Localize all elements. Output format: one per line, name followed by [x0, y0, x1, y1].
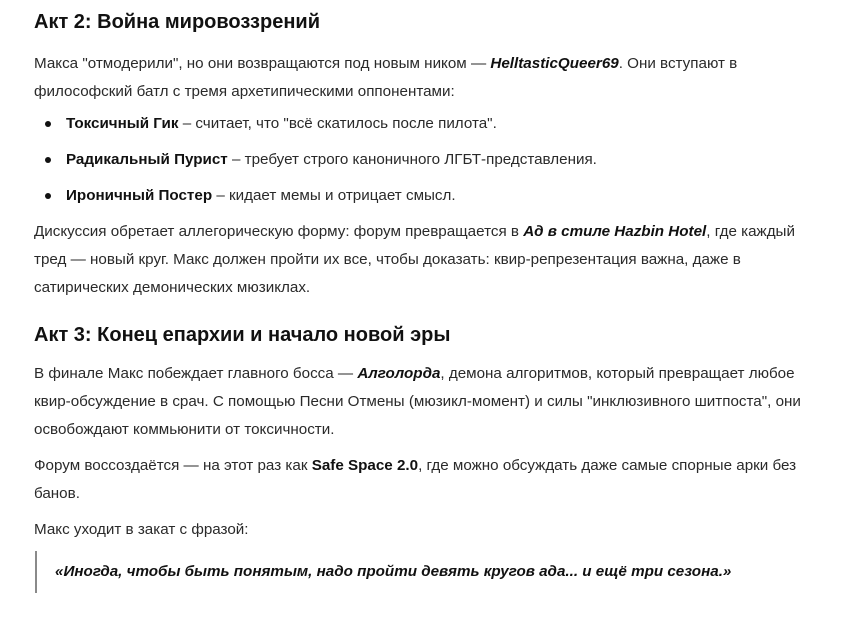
opponent-desc: – считает, что "всё скатилось после пилота". [178, 115, 497, 132]
opponent-name: Ироничный Постер [66, 187, 213, 204]
act2-discussion-paragraph [34, 218, 826, 302]
list-item [66, 146, 826, 174]
bullet-icon [45, 193, 51, 199]
act3-sunset-paragraph: Макс уходит в закат с фразой: [34, 521, 249, 538]
act3-forum-paragraph [34, 452, 826, 508]
blockquote [35, 551, 826, 593]
quote-text: «Иногда, чтобы быть понятым, надо пройти девять кругов ада... и ещё три сезона.» [55, 563, 732, 580]
act2-intro-paragraph [34, 50, 826, 106]
bullet-icon [45, 157, 51, 163]
finale-text: В финале Макс побеждает главного босса — [34, 365, 358, 382]
opponents-list [34, 110, 826, 210]
discussion-text: Дискуссия обретает аллегорическую форму: форум превращается в [34, 223, 524, 240]
opponent-desc: – требует строго каноничного ЛГБТ-представления. [227, 151, 597, 168]
list-item [66, 110, 826, 138]
forum-text-end: , где можно обсуждать даже самые спорные арки без банов. [34, 457, 797, 502]
act3-heading: Акт 3: Конец епархии и начало новой эры [34, 324, 451, 346]
forum-text: Форум воссоздаётся — на этот раз как [34, 457, 312, 474]
opponent-name: Радикальный Пурист [66, 151, 228, 168]
bullet-icon [45, 121, 51, 127]
discussion-text-end: , где каждый тред — новый круг. Макс должен пройти их все, чтобы доказать: квир-репрезентация важна, даже в сатирических демонических мюзиклах. [34, 223, 795, 296]
act2-intro-text-end: . Они вступают в философский батл с тремя архетипическими оппонентами: [34, 55, 738, 100]
safe-space-bold: Safe Space 2.0 [311, 457, 419, 474]
act3-finale-paragraph [34, 360, 826, 444]
act2-intro-text: Макса "отмодерили", но они возвращаются под новым ником — [34, 55, 491, 72]
opponent-desc: – кидает мемы и отрицает смысл. [212, 187, 456, 204]
algolord-emphasis: Алголорда [357, 365, 441, 382]
hazbin-emphasis: Ад в стиле Hazbin Hotel [523, 223, 707, 240]
finale-text-end: , демона алгоритмов, который превращает любое квир-обсуждение в срач. С помощью Песни Отмены (мюзикл-момент) и силы "инклюзивного шитпоста", они освобождают коммьюнити от токсичности. [34, 365, 801, 438]
opponent-name: Токсичный Гик [66, 115, 179, 132]
nickname: HelltasticQueer69 [490, 55, 619, 72]
list-item [66, 182, 826, 210]
act2-heading: Акт 2: Война мировоззрений [34, 11, 320, 33]
